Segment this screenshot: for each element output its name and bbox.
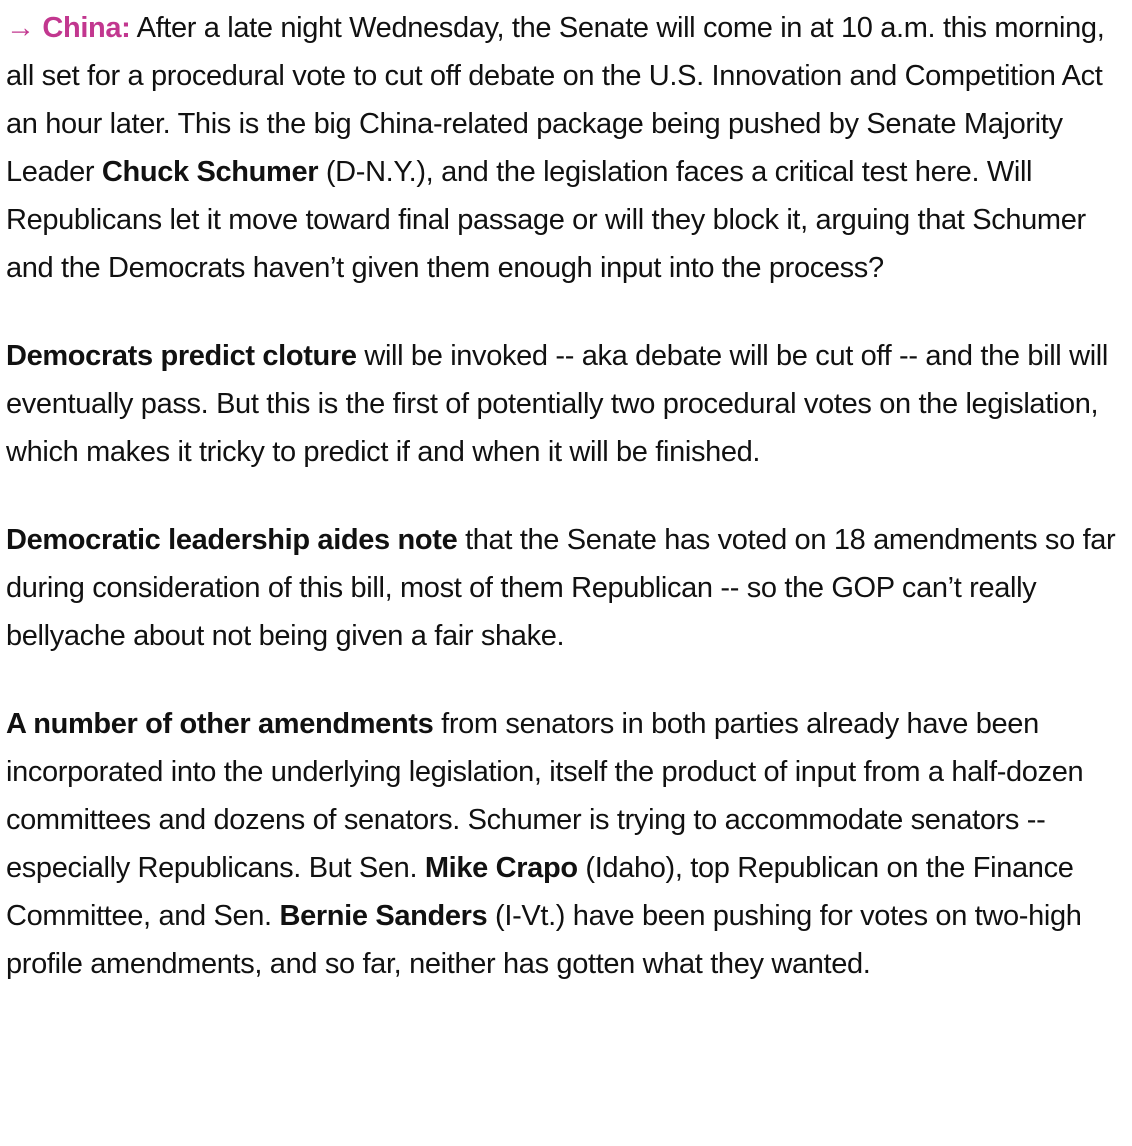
paragraph-text: After a late night Wednesday, the Senate will come in at 10 a.m. this morning, all set for a procedural vote to cut off debate on the U.S. Innovation and Competition Act an hour later. This is the big China-related package being pushed by Senate Majority Leader: [6, 12, 1105, 188]
person-name-mike-crapo: Mike Crapo: [424, 852, 578, 884]
paragraph-cloture-prediction: [6, 332, 1126, 476]
paragraph-text: (I-Vt.) have been pushing for votes on two-high profile amendments, and so far, neither has gotten what they wanted.: [6, 900, 1082, 980]
paragraph-text: that the Senate has voted on 18 amendments so far during consideration of this bill, most of them Republican -- so the GOP can’t really bellyache about not being given a fair shake.: [6, 524, 1116, 652]
paragraph-leadership-aides: [6, 516, 1126, 660]
paragraph-text: (Idaho), top Republican on the Finance Committee, and Sen.: [6, 852, 1074, 932]
section-label-china: → China:: [6, 12, 131, 44]
paragraph-lead-phrase: Democratic leadership aides note: [6, 524, 458, 556]
paragraph-lead-phrase: Democrats predict cloture: [6, 340, 357, 372]
paragraph-china-vote: [6, 4, 1126, 292]
paragraph-text: from senators in both parties already have been incorporated into the underlying legislation, itself the product of input from a half-dozen committees and dozens of senators. Schumer is trying to accommodate senators -- especially Republicans. But Sen.: [6, 708, 1084, 884]
paragraph-other-amendments: [6, 700, 1126, 988]
person-name-chuck-schumer: Chuck Schumer: [101, 156, 319, 188]
paragraph-lead-phrase: A number of other amendments: [6, 708, 434, 740]
paragraph-text: will be invoked -- aka debate will be cut off -- and the bill will eventually pass. But this is the first of potentially two procedural votes on the legislation, which makes it tricky to predict if and when it will be finished.: [6, 340, 1108, 468]
paragraph-text: (D-N.Y.), and the legislation faces a critical test here. Will Republicans let it move toward final passage or will they block it, arguing that Schumer and the Democrats haven’t given them enough input into the process?: [6, 156, 1086, 284]
person-name-bernie-sanders: Bernie Sanders: [279, 900, 488, 932]
